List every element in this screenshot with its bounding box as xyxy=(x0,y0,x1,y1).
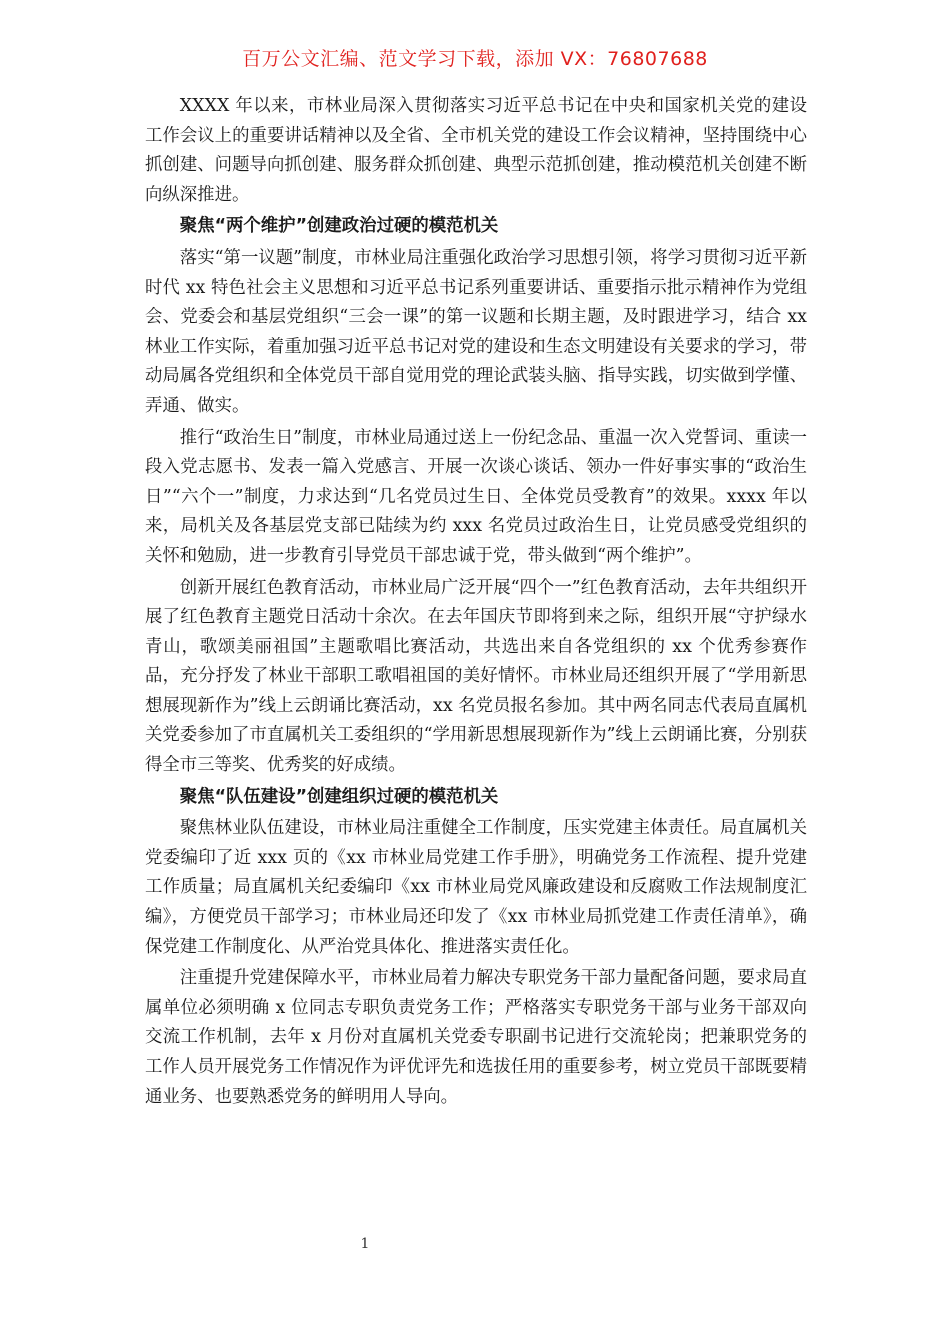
paragraph-party-support: 注重提升党建保障水平，市林业局着力解决专职党务干部力量配备问题，要求局直属单位必须明确 x 位同志专职负责党务工作；严格落实专职党务干部与业务干部双向交流工作机制，去年 x 月份对直属机关党委专职副书记进行交流轮岗；把兼职党务的工作人员开展党务工作情况作为评优评先和选拔任用的重要参考，树立党员干部既要精通业务、也要熟悉党务的鲜明用人导向。 xyxy=(145,968,807,1107)
document-body xyxy=(145,92,807,1114)
paragraph-first-topic: 落实“第一议题”制度，市林业局注重强化政治学习思想引领，将学习贯彻习近平新时代 xx 特色社会主义思想和习近平总书记系列重要讲话、重要指示批示精神作为党组会、党委会和基层党组织“三会一课”的第一议题和长期主题，及时跟进学习，结合 xx 林业工作实际，着重加强习近平总书记对党的建设和生态文明建设有关要求的学习，带动局属各党组织和全体党员干部自觉用党的理论武装头脑、指导实践，切实做到学懂、弄通、做实。 xyxy=(145,247,807,416)
section-heading-political: 聚焦“两个维护”创建政治过硬的模范机关 xyxy=(179,216,499,237)
section-heading-organization: 聚焦“队伍建设”创建组织过硬的模范机关 xyxy=(179,786,499,807)
page-number: 1 xyxy=(360,1236,370,1252)
paragraph-team-building: 聚焦林业队伍建设，市林业局注重健全工作制度，压实党建主体责任。局直属机关党委编印了近 xxx 页的《xx 市林业局党建工作手册》，明确党务工作流程、提升党建工作质量；局直属机关纪委编印《xx 市林业局党风廉政建设和反腐败工作法规制度汇编》，方便党员干部学习；市林业局还印发了《xx 市林业局抓党建工作责任清单》，确保党建工作制度化、从严治党具体化、推进落实责任化。 xyxy=(145,818,807,957)
paragraph-red-education: 创新开展红色教育活动，市林业局广泛开展“四个一”红色教育活动，去年共组织开展了红色教育主题党日活动十余次。在去年国庆节即将到来之际，组织开展“守护绿水青山，歌颂美丽祖国”主题歌唱比赛活动，共选出来自各党组织的 xx 个优秀参赛作品，充分抒发了林业干部职工歌唱祖国的美好情怀。市林业局还组织开展了“学用新思想展现新作为”线上云朗诵比赛活动，xx 名党员报名参加。其中两名同志代表局直属机关党委参加了市直属机关工委组织的“学用新思想展现新作为”线上云朗诵比赛，分别获得全市三等奖、优秀奖的好成绩。 xyxy=(145,577,807,776)
paragraph-political-birthday: 推行“政治生日”制度，市林业局通过送上一份纪念品、重温一次入党誓词、重读一段入党志愿书、发表一篇入党感言、开展一次谈心谈话、领办一件好事实事的“政治生日”“六个一”制度，力求达到“几名党员过生日、全体党员受教育”的效果。xxxx 年以来，局机关及各基层党支部已陆续为约 xxx 名党员过政治生日，让党员感受党组织的关怀和勉励，进一步教育引导党员干部忠诚于党，带头做到“两个维护”。 xyxy=(145,427,807,566)
intro-paragraph: XXXX 年以来，市林业局深入贯彻落实习近平总书记在中央和国家机关党的建设工作会议上的重要讲话精神以及全省、全市机关党的建设工作会议精神，坚持围绕中心抓创建、问题导向抓创建、服务群众抓创建、典型示范抓创建，推动模范机关创建不断向纵深推进。 xyxy=(145,96,807,205)
watermark-header: 百万公文汇编、范文学习下载，添加 VX：76807688 xyxy=(242,48,708,70)
